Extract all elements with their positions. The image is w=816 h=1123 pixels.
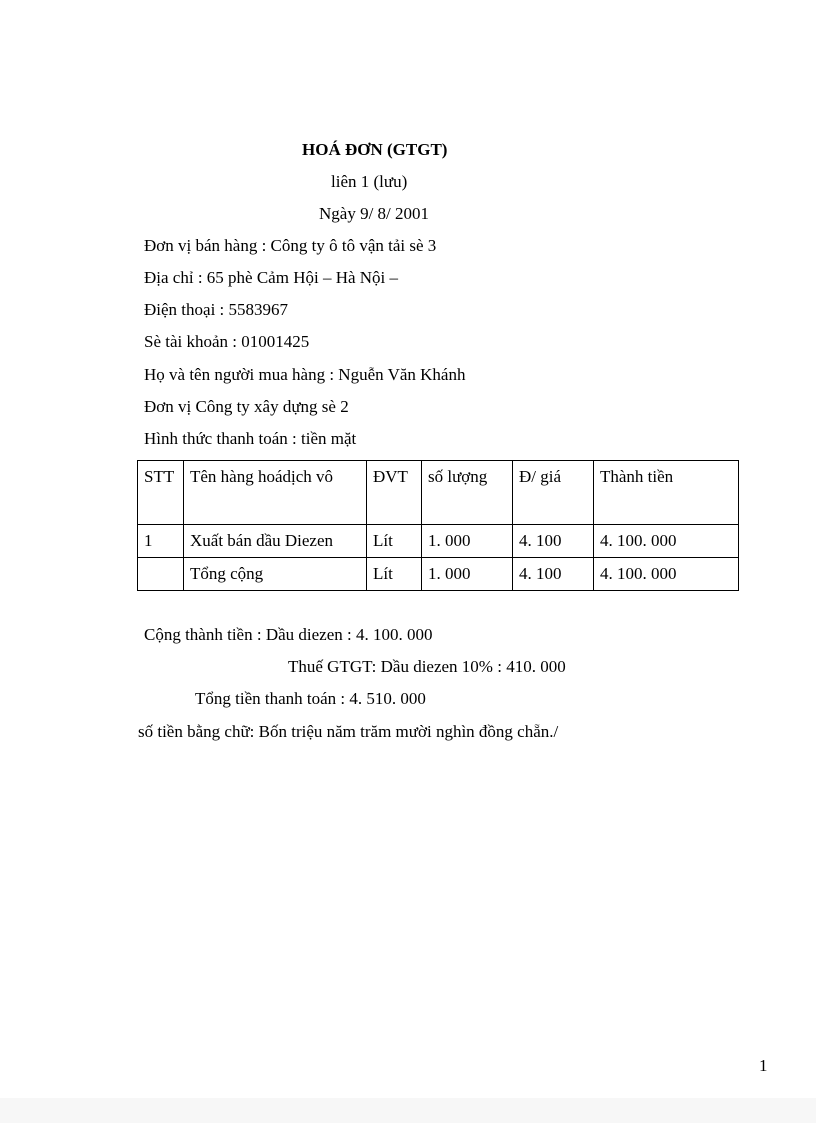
seller-address: Địa chỉ : 65 phè Cảm Hội – Hà Nội – xyxy=(144,268,399,287)
invoice-date: Ngày 9/ 8/ 2001 xyxy=(319,204,430,223)
total-stt xyxy=(138,558,184,591)
amount-in-words: số tiền bằng chữ: Bốn triệu năm trăm mười nghìn đồng chẵn./ xyxy=(138,722,559,741)
table-header-row xyxy=(138,461,739,525)
total-amount: 4. 100. 000 xyxy=(594,558,739,591)
header-stt: STT xyxy=(138,461,184,525)
page-bottom-shade xyxy=(0,1098,816,1123)
total-unit: Lít xyxy=(367,558,422,591)
buyer-unit: Đơn vị Công ty xây dựng sè 2 xyxy=(144,397,349,416)
table-total-row xyxy=(138,558,739,591)
row-unit-price: 4. 100 xyxy=(513,525,594,558)
account-number: Sè tài khoản : 01001425 xyxy=(144,332,310,351)
row-item-name: Xuất bán dầu Diezen xyxy=(184,525,367,558)
copy-label: liên 1 (lưu) xyxy=(331,172,408,191)
header-unit: ĐVT xyxy=(367,461,422,525)
total-payment-line: Tổng tiền thanh toán : 4. 510. 000 xyxy=(195,689,426,708)
vat-line: Thuế GTGT: Dầu diezen 10% : 410. 000 xyxy=(288,657,566,676)
invoice-table xyxy=(137,460,739,591)
payment-method: Hình thức thanh toán : tiền mặt xyxy=(144,429,357,448)
row-unit: Lít xyxy=(367,525,422,558)
seller-unit: Đơn vị bán hàng : Công ty ô tô vận tải sè 3 xyxy=(144,236,437,255)
header-unit-price: Đ/ giá xyxy=(513,461,594,525)
header-quantity: số lượng xyxy=(422,461,513,525)
page-number: 1 xyxy=(759,1056,768,1075)
row-quantity: 1. 000 xyxy=(422,525,513,558)
total-unit-price: 4. 100 xyxy=(513,558,594,591)
subtotal-line: Cộng thành tiền : Dầu diezen : 4. 100. 000 xyxy=(144,625,433,644)
header-item-name: Tên hàng hoádịch vô xyxy=(184,461,367,525)
total-label: Tổng cộng xyxy=(184,558,367,591)
row-stt: 1 xyxy=(138,525,184,558)
buyer-name: Họ và tên người mua hàng : Nguễn Văn Khánh xyxy=(144,365,466,384)
row-amount: 4. 100. 000 xyxy=(594,525,739,558)
seller-phone: Điện thoại : 5583967 xyxy=(144,300,289,319)
table-row xyxy=(138,525,739,558)
total-quantity: 1. 000 xyxy=(422,558,513,591)
header-amount: Thành tiền xyxy=(594,461,739,525)
invoice-title: HOÁ ĐƠN (GTGT) xyxy=(302,140,448,159)
